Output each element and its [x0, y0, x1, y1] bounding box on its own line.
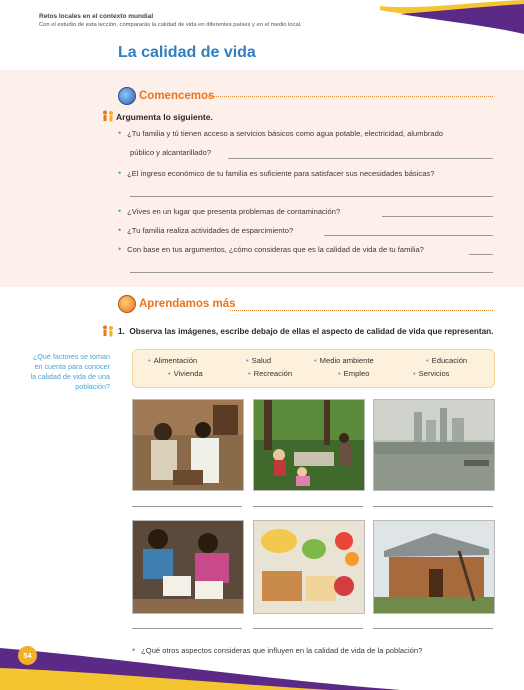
option-educacion: • Educación — [426, 356, 468, 365]
photo-answer-line[interactable] — [373, 628, 493, 629]
answer-line[interactable] — [130, 272, 493, 273]
question-4: • ¿Tu familia realiza actividades de esparcimiento? — [118, 225, 294, 235]
photo-polluted-city — [373, 399, 495, 491]
option-vivienda: • Vivienda — [168, 369, 203, 378]
option-salud: • Salud — [246, 356, 272, 365]
page-number: 54 — [18, 646, 37, 665]
photo-answer-line[interactable] — [253, 506, 363, 507]
photo-answer-line[interactable] — [132, 506, 242, 507]
question-1-cont: público y alcantarillado? — [130, 148, 212, 157]
answer-line[interactable] — [130, 196, 493, 197]
checkered-flag-icon — [118, 87, 136, 105]
photo-answer-line[interactable] — [373, 506, 493, 507]
page-title: La calidad de vida — [118, 44, 256, 61]
photo-answer-line[interactable] — [132, 628, 242, 629]
option-servicios: • Servicios — [413, 369, 450, 378]
lightbulb-icon — [118, 295, 136, 313]
answer-line[interactable] — [324, 235, 493, 236]
photo-rural-house — [373, 520, 495, 614]
question-3: • ¿Vives en un lugar que presenta problemas de contaminación? — [118, 206, 341, 216]
option-empleo: • Empleo — [338, 369, 370, 378]
photo-answer-line[interactable] — [253, 628, 363, 629]
student-pair-icon — [101, 110, 115, 123]
heading-dotted-line — [230, 310, 493, 311]
activity-instruction: 1. Observa las imágenes, escribe debajo de ellas el aspecto de calidad de vida que representan. — [118, 327, 494, 336]
final-question: • ¿Qué otros aspectos consideras que influyen en la calidad de vida de la población? — [132, 645, 423, 655]
heading-dotted-line — [206, 96, 493, 97]
photo-children-reading — [132, 520, 244, 614]
option-alimentacion: • Alimentación — [148, 356, 198, 365]
unit-subtitle: Con el estudio de esta lección, compararás la calidad de vida en diferentes países y en el medio local. — [39, 22, 302, 28]
unit-title: Retos locales en el contexto mundial — [39, 13, 154, 20]
comencemos-label: Comencemos — [139, 90, 215, 102]
comencemos-instruction: Argumenta lo siguiente. — [116, 112, 213, 122]
photo-breakfast-food — [253, 520, 365, 614]
comencemos-heading — [118, 87, 214, 105]
header-decoration — [380, 0, 524, 34]
answer-line[interactable] — [382, 216, 493, 217]
footer-decoration — [0, 640, 524, 690]
sidebar-question: ¿Qué factores se toman en cuenta para conocer la calidad de vida de una población? — [30, 352, 110, 391]
option-recreacion: • Recreación — [248, 369, 293, 378]
aprendamos-label: Aprendamos más — [139, 298, 236, 310]
question-2: • ¿El ingreso económico de tu familia es suficiente para satisfacer sus necesidades básicas? — [118, 168, 435, 178]
option-medio-ambiente: • Medio ambiente — [314, 356, 374, 365]
question-5: • Con base en tus argumentos, ¿cómo consideras que es la calidad de vida de tu familia? — [118, 244, 424, 254]
photo-health-clinic — [132, 399, 244, 491]
aprendamos-heading — [118, 295, 236, 313]
answer-line[interactable] — [228, 158, 493, 159]
question-1: • ¿Tu familia y tú tienen acceso a servicios básicos como agua potable, electricidad, alumbrado — [118, 128, 444, 138]
photo-family-picnic — [253, 399, 365, 491]
answer-line[interactable] — [469, 254, 493, 255]
student-pair-icon — [101, 325, 115, 338]
